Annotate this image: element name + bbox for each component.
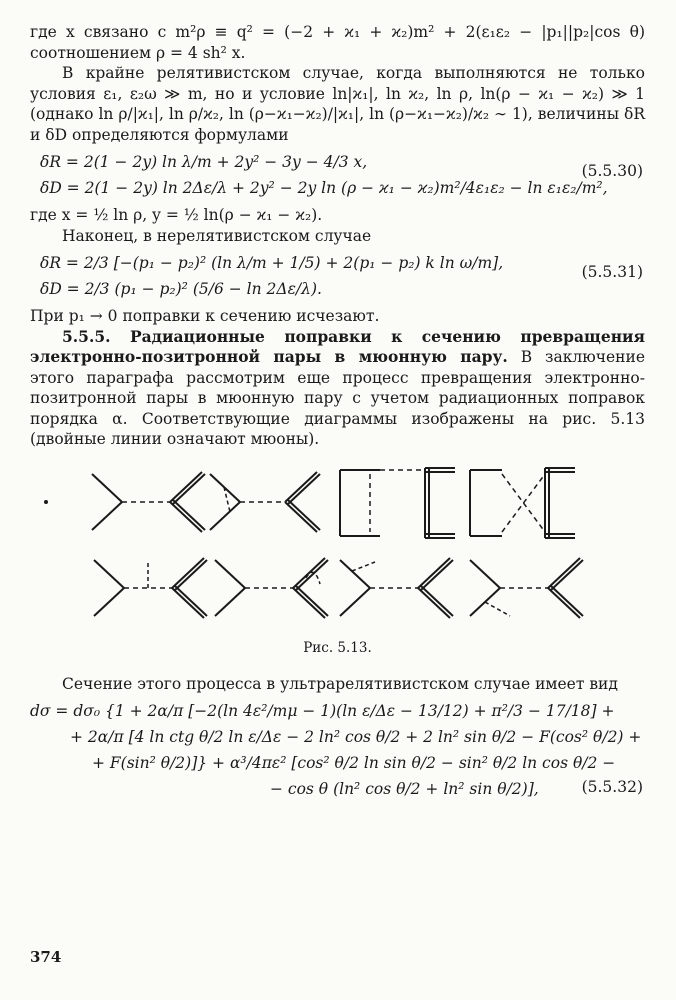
paragraph-section-5-5-5 (30, 327, 645, 450)
feynman-diagrams (30, 460, 645, 638)
formula-line-2: + 2α/π [4 ln ctg θ/2 ln ε/Δε − 2 ln² cos θ/2 + 2 ln² sin θ/2 − F(cos² θ/2) + (70, 728, 642, 746)
section-title: 5.5.5. Радиационные поправки к сечению превращения электронно-позитронной пары в мюонную пару. (30, 326, 645, 366)
formula-delta-d: δD = 2(1 − 2y) ln 2Δε/λ + 2y² − 2y ln (ρ − ϰ₁ − ϰ₂)m²/4ε₁ε₂ − ln ε₁ε₂/m², (40, 179, 608, 197)
formula-line-3: + F(sin² θ/2)]} + α³/4πε² [cos² θ/2 ln sin θ/2 − sin² θ/2 ln cos θ/2 − (92, 754, 616, 772)
figure-caption: Рис. 5.13. (303, 639, 372, 656)
page-number: 374 (30, 948, 62, 966)
paragraph-nonrelativistic: Наконец, в нерелятивистском случае (62, 226, 372, 245)
diagram-7 (340, 558, 453, 618)
paragraph-cross-section: Сечение этого процесса в ультрарелятивистском случае имеет вид (62, 674, 618, 693)
formula-line-4: − cos θ (ln² cos θ/2 + ln² sin θ/2)], (270, 780, 539, 798)
formula-line-1: dσ = dσ₀ {1 + 2α/π [−2(ln 4ε²/mμ − 1)(ln ε/Δε − 13/12) + π²/3 − 17/18] + (30, 702, 615, 720)
equation-5-5-30 (30, 149, 645, 201)
equation-number: (5.5.32) (581, 778, 643, 796)
paragraph-relativistic: В крайне релятивистском случае, когда выполняются не только условия ε₁, ε₂ω ≫ m, но и условие ln|ϰ₁|, ln ϰ₂, ln ρ, ln(ρ − ϰ₁ − ϰ₂) ≫ 1 (однако ln ρ/|ϰ₁|, ln ρ/ϰ₂, ln (ρ−ϰ₁−ϰ₂)/|ϰ₁|, ln (ρ−ϰ₁−ϰ₂)/ϰ₂ ∼ 1), величины δR и δD определяются формулами (30, 64, 645, 144)
section-text: В заключение этого параграфа рассмотрим еще процесс превращения электронно-позитронной пары в мюонную пару с учетом радиационных поправок порядка α. Соответствующие диаграммы изображены на рис. 5.13 (двойные линии означают мюоны). (30, 348, 645, 448)
diagram-1 (92, 472, 205, 532)
paragraph-vanish: При p₁ → 0 поправки к сечению исчезают. (30, 307, 380, 325)
diagram-2 (210, 472, 320, 532)
equation-5-5-32 (30, 698, 645, 802)
diagram-3 (340, 468, 455, 538)
equation-number: (5.5.30) (581, 162, 643, 180)
diagram-8 (470, 558, 583, 618)
diagram-6 (215, 558, 328, 618)
diagram-5 (94, 558, 207, 618)
formula-delta-d-nonrel: δD = 2/3 (p₁ − p₂)² (5/6 − ln 2Δε/λ). (40, 280, 322, 298)
paragraph-definitions: где x = ½ ln ρ, y = ½ ln(ρ − ϰ₁ − ϰ₂). (30, 206, 323, 224)
formula-delta-r: δR = 2(1 − 2y) ln λ/m + 2y² − 3y − 4/3 x, (40, 153, 368, 171)
figure-5-13 (30, 460, 645, 638)
diagram-4 (470, 468, 575, 538)
paragraph-intro: где x связано с m²ρ ≡ q² = (−2 + ϰ₁ + ϰ₂)m² + 2(ε₁ε₂ − |p₁||p₂|cos θ) соотношением ρ = 4 sh² x. (30, 23, 645, 62)
page-body (30, 22, 645, 806)
formula-delta-r-nonrel: δR = 2/3 [−(p₁ − p₂)² (ln λ/m + 1/5) + 2(p₁ − p₂) k ln ω/m], (40, 254, 504, 272)
equation-number: (5.5.31) (581, 263, 643, 281)
equation-5-5-31 (30, 250, 645, 302)
